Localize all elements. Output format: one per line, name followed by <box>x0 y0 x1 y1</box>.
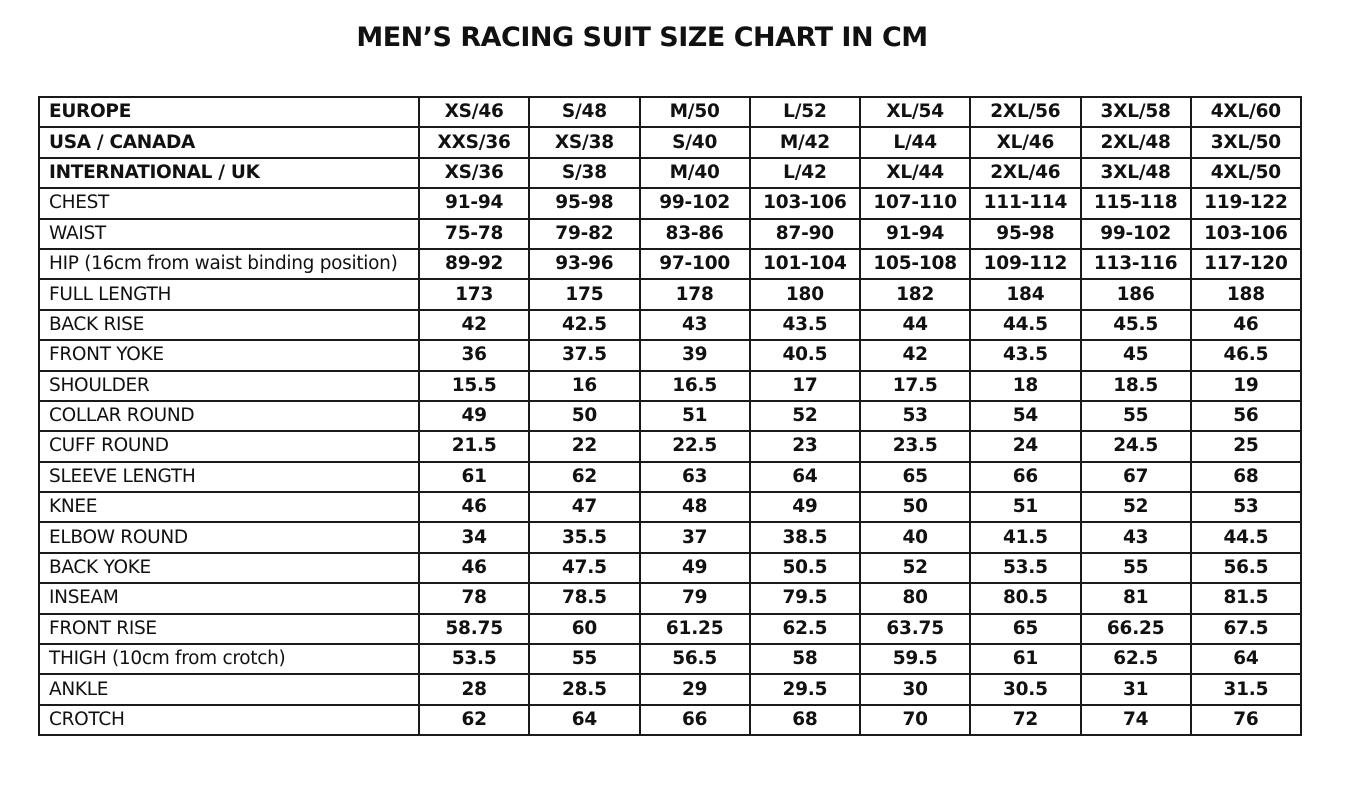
table-row <box>39 553 1301 583</box>
table-cell: 46 <box>419 553 529 583</box>
table-cell: 29.5 <box>750 674 860 704</box>
table-cell: 50 <box>860 492 970 522</box>
table-cell: 28 <box>419 674 529 704</box>
table-row <box>39 644 1301 674</box>
table-row <box>39 401 1301 431</box>
table-cell: 78 <box>419 583 529 613</box>
table-cell: 4XL/50 <box>1191 158 1301 188</box>
table-cell: 184 <box>970 279 1080 309</box>
table-cell: 62 <box>419 705 529 735</box>
table-cell: 49 <box>750 492 860 522</box>
row-label: THIGH (10cm from crotch) <box>39 644 419 674</box>
table-cell: 51 <box>970 492 1080 522</box>
table-row <box>39 249 1301 279</box>
table-cell: 38.5 <box>750 522 860 552</box>
table-cell: 39 <box>640 340 750 370</box>
table-cell: 43 <box>1081 522 1191 552</box>
table-cell: 61 <box>970 644 1080 674</box>
row-label: INTERNATIONAL / UK <box>39 158 419 188</box>
table-cell: 18.5 <box>1081 371 1191 401</box>
table-row <box>39 462 1301 492</box>
table-cell: 188 <box>1191 279 1301 309</box>
table-cell: 47.5 <box>529 553 639 583</box>
table-cell: 56 <box>1191 401 1301 431</box>
table-cell: 87-90 <box>750 219 860 249</box>
row-label: WAIST <box>39 219 419 249</box>
table-cell: 119-122 <box>1191 188 1301 218</box>
table-cell: 81 <box>1081 583 1191 613</box>
table-cell: 2XL/46 <box>970 158 1080 188</box>
table-cell: XL/46 <box>970 127 1080 157</box>
table-row <box>39 371 1301 401</box>
table-cell: XS/36 <box>419 158 529 188</box>
table-cell: 42 <box>419 310 529 340</box>
table-cell: 50.5 <box>750 553 860 583</box>
table-cell: 66 <box>970 462 1080 492</box>
table-cell: 66.25 <box>1081 614 1191 644</box>
table-cell: 68 <box>750 705 860 735</box>
table-cell: 117-120 <box>1191 249 1301 279</box>
table-cell: 54 <box>970 401 1080 431</box>
table-cell: XL/54 <box>860 97 970 127</box>
table-cell: 97-100 <box>640 249 750 279</box>
table-cell: 30 <box>860 674 970 704</box>
table-cell: 24.5 <box>1081 431 1191 461</box>
table-row <box>39 492 1301 522</box>
table-cell: 103-106 <box>1191 219 1301 249</box>
table-cell: 44 <box>860 310 970 340</box>
row-label: FRONT YOKE <box>39 340 419 370</box>
row-label: INSEAM <box>39 583 419 613</box>
table-cell: 81.5 <box>1191 583 1301 613</box>
table-row <box>39 614 1301 644</box>
table-cell: 58 <box>750 644 860 674</box>
table-row <box>39 705 1301 735</box>
table-cell: M/42 <box>750 127 860 157</box>
table-cell: 178 <box>640 279 750 309</box>
table-cell: L/42 <box>750 158 860 188</box>
row-label: SLEEVE LENGTH <box>39 462 419 492</box>
table-row <box>39 522 1301 552</box>
table-cell: 80.5 <box>970 583 1080 613</box>
table-cell: 35.5 <box>529 522 639 552</box>
table-cell: 76 <box>1191 705 1301 735</box>
table-cell: 109-112 <box>970 249 1080 279</box>
table-cell: XXS/36 <box>419 127 529 157</box>
table-row <box>39 431 1301 461</box>
table-cell: 173 <box>419 279 529 309</box>
table-cell: 46 <box>419 492 529 522</box>
table-row <box>39 97 1301 127</box>
table-cell: 18 <box>970 371 1080 401</box>
table-cell: 52 <box>860 553 970 583</box>
table-cell: 47 <box>529 492 639 522</box>
table-cell: 79-82 <box>529 219 639 249</box>
table-cell: XL/44 <box>860 158 970 188</box>
table-cell: 44.5 <box>970 310 1080 340</box>
table-cell: 72 <box>970 705 1080 735</box>
table-cell: 59.5 <box>860 644 970 674</box>
table-cell: 56.5 <box>1191 553 1301 583</box>
table-cell: 24 <box>970 431 1080 461</box>
table-cell: 30.5 <box>970 674 1080 704</box>
row-label: BACK RISE <box>39 310 419 340</box>
table-cell: 67.5 <box>1191 614 1301 644</box>
row-label: CUFF ROUND <box>39 431 419 461</box>
table-cell: 43.5 <box>750 310 860 340</box>
table-row <box>39 188 1301 218</box>
table-row <box>39 158 1301 188</box>
table-cell: 95-98 <box>970 219 1080 249</box>
table-cell: 53.5 <box>970 553 1080 583</box>
table-cell: 55 <box>529 644 639 674</box>
table-cell: 43.5 <box>970 340 1080 370</box>
table-cell: 99-102 <box>640 188 750 218</box>
table-cell: 61 <box>419 462 529 492</box>
table-cell: 113-116 <box>1081 249 1191 279</box>
table-row <box>39 310 1301 340</box>
table-cell: 46 <box>1191 310 1301 340</box>
table-cell: 17.5 <box>860 371 970 401</box>
table-cell: 63.75 <box>860 614 970 644</box>
table-cell: XS/46 <box>419 97 529 127</box>
table-cell: 80 <box>860 583 970 613</box>
table-cell: 49 <box>640 553 750 583</box>
table-cell: 22.5 <box>640 431 750 461</box>
table-cell: 53 <box>860 401 970 431</box>
table-cell: 95-98 <box>529 188 639 218</box>
table-cell: 53.5 <box>419 644 529 674</box>
row-label: KNEE <box>39 492 419 522</box>
table-row <box>39 340 1301 370</box>
table-cell: 111-114 <box>970 188 1080 218</box>
table-cell: 40 <box>860 522 970 552</box>
table-cell: 65 <box>860 462 970 492</box>
table-cell: 182 <box>860 279 970 309</box>
table-cell: 44.5 <box>1191 522 1301 552</box>
table-cell: 25 <box>1191 431 1301 461</box>
table-cell: 58.75 <box>419 614 529 644</box>
table-cell: 36 <box>419 340 529 370</box>
table-cell: 180 <box>750 279 860 309</box>
table-cell: 28.5 <box>529 674 639 704</box>
table-cell: 31.5 <box>1191 674 1301 704</box>
table-cell: 55 <box>1081 401 1191 431</box>
table-cell: 91-94 <box>860 219 970 249</box>
table-cell: 43 <box>640 310 750 340</box>
table-cell: 3XL/50 <box>1191 127 1301 157</box>
table-cell: 64 <box>529 705 639 735</box>
table-cell: 101-104 <box>750 249 860 279</box>
table-cell: 107-110 <box>860 188 970 218</box>
table-cell: 64 <box>750 462 860 492</box>
table-cell: 45 <box>1081 340 1191 370</box>
size-chart-table <box>38 96 1302 736</box>
table-cell: 55 <box>1081 553 1191 583</box>
table-cell: XS/38 <box>529 127 639 157</box>
row-label: FULL LENGTH <box>39 279 419 309</box>
table-cell: 52 <box>1081 492 1191 522</box>
table-cell: 46.5 <box>1191 340 1301 370</box>
table-cell: 51 <box>640 401 750 431</box>
table-cell: S/48 <box>529 97 639 127</box>
table-cell: 66 <box>640 705 750 735</box>
row-label: CROTCH <box>39 705 419 735</box>
table-cell: 4XL/60 <box>1191 97 1301 127</box>
table-cell: S/40 <box>640 127 750 157</box>
table-row <box>39 219 1301 249</box>
row-label: FRONT RISE <box>39 614 419 644</box>
table-cell: 45.5 <box>1081 310 1191 340</box>
row-label: ANKLE <box>39 674 419 704</box>
row-label: ELBOW ROUND <box>39 522 419 552</box>
row-label: BACK YOKE <box>39 553 419 583</box>
table-cell: S/38 <box>529 158 639 188</box>
table-cell: 42.5 <box>529 310 639 340</box>
row-label: EUROPE <box>39 97 419 127</box>
table-cell: 103-106 <box>750 188 860 218</box>
table-cell: 78.5 <box>529 583 639 613</box>
table-cell: 49 <box>419 401 529 431</box>
row-label: CHEST <box>39 188 419 218</box>
table-cell: 64 <box>1191 644 1301 674</box>
table-cell: 23.5 <box>860 431 970 461</box>
table-cell: 65 <box>970 614 1080 644</box>
table-cell: 34 <box>419 522 529 552</box>
table-cell: 105-108 <box>860 249 970 279</box>
table-cell: 15.5 <box>419 371 529 401</box>
table-cell: 19 <box>1191 371 1301 401</box>
table-cell: L/52 <box>750 97 860 127</box>
table-cell: 115-118 <box>1081 188 1191 218</box>
table-cell: 62.5 <box>1081 644 1191 674</box>
table-cell: 37 <box>640 522 750 552</box>
table-cell: 63 <box>640 462 750 492</box>
table-cell: 99-102 <box>1081 219 1191 249</box>
row-label: SHOULDER <box>39 371 419 401</box>
table-cell: 48 <box>640 492 750 522</box>
table-cell: 68 <box>1191 462 1301 492</box>
table-cell: 175 <box>529 279 639 309</box>
table-row <box>39 127 1301 157</box>
table-cell: M/50 <box>640 97 750 127</box>
table-row <box>39 279 1301 309</box>
table-cell: 186 <box>1081 279 1191 309</box>
table-cell: 75-78 <box>419 219 529 249</box>
table-cell: 41.5 <box>970 522 1080 552</box>
row-label: COLLAR ROUND <box>39 401 419 431</box>
table-cell: 21.5 <box>419 431 529 461</box>
page-title: MEN’S RACING SUIT SIZE CHART IN CM <box>356 22 928 53</box>
table-cell: 61.25 <box>640 614 750 644</box>
table-cell: 17 <box>750 371 860 401</box>
table-cell: 74 <box>1081 705 1191 735</box>
table-cell: 31 <box>1081 674 1191 704</box>
table-cell: 53 <box>1191 492 1301 522</box>
table-cell: 29 <box>640 674 750 704</box>
table-cell: 67 <box>1081 462 1191 492</box>
table-cell: 16 <box>529 371 639 401</box>
table-cell: 79.5 <box>750 583 860 613</box>
table-cell: 93-96 <box>529 249 639 279</box>
row-label: HIP (16cm from waist binding position) <box>39 249 419 279</box>
table-cell: 23 <box>750 431 860 461</box>
table-cell: 37.5 <box>529 340 639 370</box>
table-cell: 62.5 <box>750 614 860 644</box>
table-cell: 16.5 <box>640 371 750 401</box>
row-label: USA / CANADA <box>39 127 419 157</box>
table-cell: 22 <box>529 431 639 461</box>
table-cell: 79 <box>640 583 750 613</box>
table-cell: 70 <box>860 705 970 735</box>
table-cell: 2XL/48 <box>1081 127 1191 157</box>
table-cell: 62 <box>529 462 639 492</box>
table-cell: 89-92 <box>419 249 529 279</box>
table-cell: 2XL/56 <box>970 97 1080 127</box>
table-cell: 50 <box>529 401 639 431</box>
table-row <box>39 674 1301 704</box>
table-cell: 3XL/58 <box>1081 97 1191 127</box>
table-cell: 3XL/48 <box>1081 158 1191 188</box>
table-cell: 56.5 <box>640 644 750 674</box>
table-cell: 42 <box>860 340 970 370</box>
size-chart-body <box>39 97 1301 735</box>
table-cell: 52 <box>750 401 860 431</box>
table-cell: M/40 <box>640 158 750 188</box>
table-cell: 40.5 <box>750 340 860 370</box>
table-row <box>39 583 1301 613</box>
table-cell: L/44 <box>860 127 970 157</box>
table-cell: 91-94 <box>419 188 529 218</box>
table-cell: 83-86 <box>640 219 750 249</box>
table-cell: 60 <box>529 614 639 644</box>
